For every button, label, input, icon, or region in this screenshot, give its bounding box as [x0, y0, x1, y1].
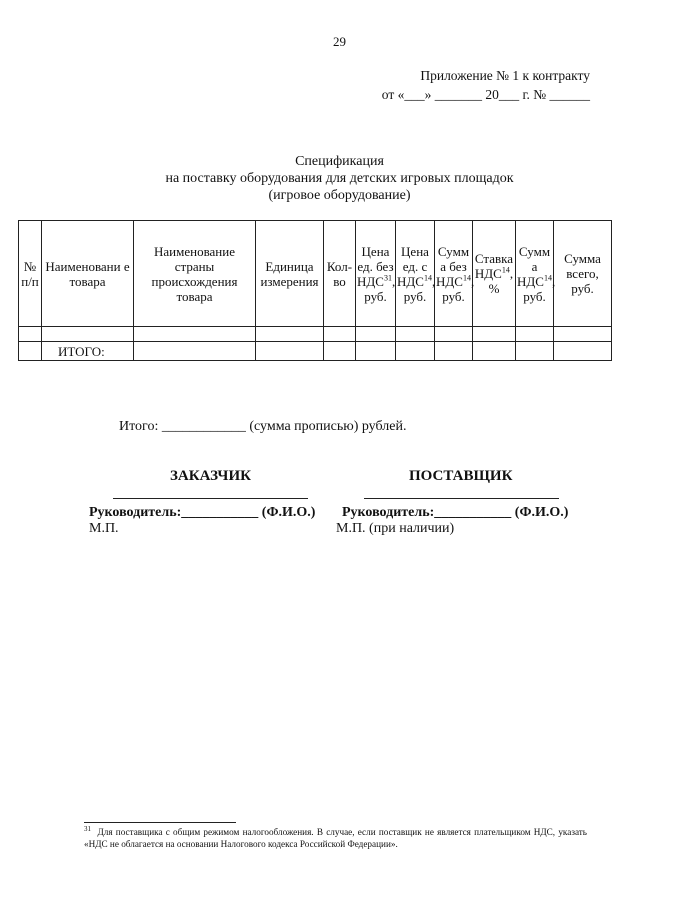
header-country: Наименование страны происхождения товара [134, 221, 256, 327]
supplier-signatory: Руководитель:___________ (Ф.И.О.) [342, 505, 569, 520]
header-price-vat: Цена ед. с НДС$^{14}$, руб. [396, 221, 435, 327]
title-line-1: Спецификация [295, 154, 384, 169]
header-sum-vat: Сумм а НДС$^{14}$, руб. [516, 221, 554, 327]
page-number: 29 [333, 34, 346, 49]
header-vat-rate: Ставка НДС$^{14}$, % [473, 221, 516, 327]
sum-in-words: Итого: ____________ (сумма прописью) рублей. [119, 419, 407, 434]
title-line-3: (игровое оборудование) [268, 188, 411, 203]
customer-stamp: М.П. [89, 521, 119, 536]
header-price-no-vat: Цена ед. без НДС$^{31}$, руб. [356, 221, 396, 327]
specification-table [18, 220, 612, 361]
header-unit: Единица измерения [256, 221, 324, 327]
appendix-line-2: от «___» _______ 20___ г. № ______ [381, 87, 590, 102]
supplier-signature-line [364, 498, 559, 499]
customer-signatory: Руководитель:___________ (Ф.И.О.) [89, 505, 316, 520]
table-row [19, 327, 612, 342]
customer-heading: ЗАКАЗЧИК [170, 468, 251, 484]
appendix-line-1: Приложение № 1 к контракту [420, 68, 590, 83]
footnote-text: Для поставщика с общим режимом налогообложения. В случае, если поставщик не является плательщиком НДС, указать «НДС не облагается на основании Налогового кодекса Российской Федерации». [84, 827, 587, 849]
appendix-header [382, 66, 590, 104]
header-name: Наименовани е товара [42, 221, 134, 327]
header-num: № п/п [19, 221, 42, 327]
header-total: Сумма всего, руб. [554, 221, 612, 327]
document-title [0, 153, 679, 204]
header-sum-no-vat: Сумм а без НДС$^{14}$, руб. [435, 221, 473, 327]
header-qty: Кол-во [324, 221, 356, 327]
title-line-2: на поставку оборудования для детских игровых площадок [165, 171, 514, 186]
table-header-row [19, 221, 612, 327]
supplier-stamp: М.П. (при наличии) [336, 521, 455, 536]
table-total-row [19, 342, 612, 361]
total-label: ИТОГО: [42, 342, 134, 361]
footnote-divider [84, 822, 236, 823]
footnote [84, 826, 587, 850]
footnote-mark: 31 [84, 824, 91, 833]
supplier-heading: ПОСТАВЩИК [409, 468, 513, 484]
customer-signature-line [113, 498, 308, 499]
